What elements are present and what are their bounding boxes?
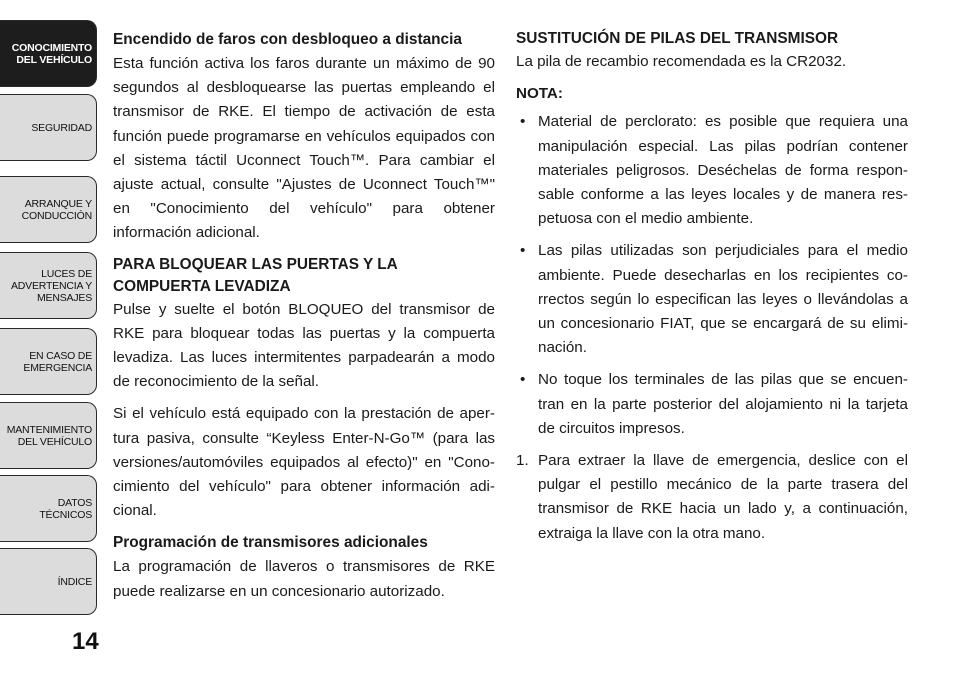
section-heading-pilas: SUSTITUCIÓN DE PILAS DEL TRANSMISOR [516, 30, 839, 47]
tab-mantenimiento[interactable]: MANTENIMIENTO DEL VEHÍCULO [0, 402, 97, 469]
list-item: • No toque los terminales de las pilas que se encuen-tran en la parte posterior del alojamiento ni la tarjeta de circuitos impresos. [516, 368, 908, 441]
paragraph-bloquear: Pulse y suelte el botón BLOQUEO del transmisor de RKE para bloquear todas las puertas y la compuerta levadiza. Las luces intermitentes parpadearán a modo de reconocimiento de la señal. [113, 300, 495, 391]
list-item: • Las pilas utilizadas son perjudiciales para el medio ambiente. Puede desecharlas en los recipientes co-rrectos según lo especifican las leyes o llevándolas a un concesionario FIAT, que se encargará de su elimi-nación. [516, 239, 908, 360]
left-column [113, 28, 495, 612]
list-item: • Material de perclorato: es posible que requiera una manipulación especial. Las pilas podrían contener materiales peligrosos. Deséchelas de forma respon-sable conforme a las leyes locales y de manera res-petuosa con el medio ambiente. [516, 110, 908, 231]
step-text: Para extraer la llave de emergencia, deslice con el pulgar el pestillo mecánico de la parte trasera del transmisor de RKE hacia un lado y, a continuación, extraiga la llave con la otra mano. [538, 452, 908, 542]
page-number: 14 [72, 628, 99, 655]
tab-datos-tecnicos[interactable]: DATOS TÉCNICOS [0, 475, 97, 542]
note-list [516, 110, 908, 441]
step-item [516, 449, 908, 546]
tab-conocimiento-vehiculo[interactable]: CONOCIMIENTO DEL VEHÍCULO [0, 20, 97, 87]
tab-arranque-conduccion[interactable]: ARRANQUE Y CONDUCCIÓN [0, 176, 97, 243]
tab-emergencia[interactable]: EN CASO DE EMERGENCIA [0, 328, 97, 395]
step-number: 1. [516, 452, 529, 470]
right-column [516, 28, 908, 546]
tab-indice[interactable]: ÍNDICE [0, 548, 97, 615]
paragraph-faros: Esta función activa los faros durante un máximo de 90 segundos al desbloquearse las puertas empleando el transmisor de RKE. El tiempo de activación de esta función puede programarse en vehículos equipados con el sistema táctil Uconnect Touch™. Para cambiar el ajuste actual, consulte "Ajustes de Uconnect Touch™" en "Conocimiento del vehículo" para obtener información adicional. [113, 55, 495, 242]
tab-luces-advertencia[interactable]: LUCES DE ADVERTENCIA Y MENSAJES [0, 252, 97, 319]
tab-seguridad[interactable]: SEGURIDAD [0, 94, 97, 161]
note-label: NOTA: [516, 85, 563, 103]
section-heading-faros: Encendido de faros con desbloqueo a distancia [113, 31, 462, 48]
paragraph-programacion: La programación de llaveros o transmisores de RKE puede realizarse en un concesionario autorizado. [113, 558, 495, 600]
paragraph-apertura-pasiva: Si el vehículo está equipado con la prestación de aper-tura pasiva, consulte “Keyless Enter-N-Go™ (para las versiones/automóviles equipados al efecto)" en "Cono-cimiento del vehículo" para obtener información adi-cional. [113, 405, 495, 520]
paragraph-pila-recambio: La pila de recambio recomendada es la CR2032. [516, 53, 847, 70]
section-heading-bloquear: PARA BLOQUEAR LAS PUERTAS Y LA COMPUERTA LEVADIZA [113, 255, 398, 295]
steps-list [516, 449, 908, 546]
section-heading-programacion: Programación de transmisores adicionales [113, 534, 428, 552]
